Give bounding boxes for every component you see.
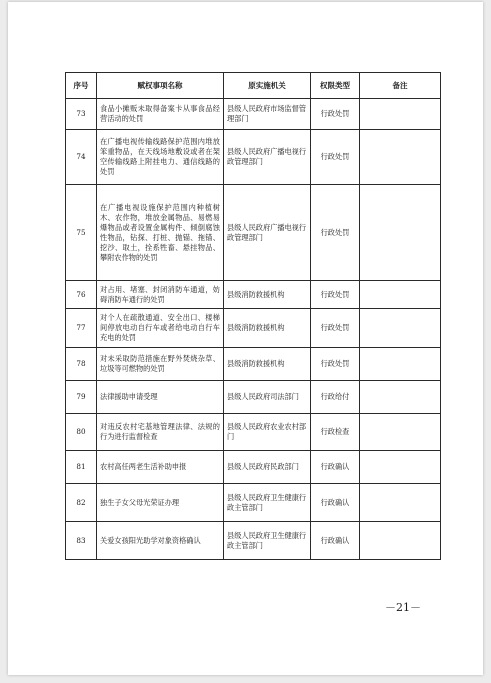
row-item-name: 对未采取防范措施在野外焚烧杂草、垃圾等可燃物的处罚 bbox=[97, 348, 224, 381]
row-type: 行政处罚 bbox=[311, 99, 360, 130]
header-name: 赋权事项名称 bbox=[97, 73, 224, 99]
table-row bbox=[66, 484, 441, 522]
row-org: 县级人民政府农业农村部门 bbox=[224, 414, 311, 451]
row-num: 81 bbox=[66, 451, 97, 484]
row-num: 78 bbox=[66, 348, 97, 381]
row-org: 县级消防救援机构 bbox=[224, 281, 311, 309]
row-note bbox=[360, 522, 441, 560]
row-note bbox=[360, 381, 441, 414]
row-num: 79 bbox=[66, 381, 97, 414]
table-row bbox=[66, 381, 441, 414]
table-row bbox=[66, 281, 441, 309]
row-org: 县级人民政府广播电视行政管理部门 bbox=[224, 130, 311, 185]
row-type: 行政确认 bbox=[311, 484, 360, 522]
row-type: 行政确认 bbox=[311, 451, 360, 484]
row-item-name: 在广播电视传输线路保护范围内堆放笨重物品，在天线场地敷设或者在架空传输线路上附挂电力、通信线路的处罚 bbox=[97, 130, 224, 185]
table-row bbox=[66, 130, 441, 185]
row-num: 82 bbox=[66, 484, 97, 522]
row-item-name: 独生子女父母光荣证办理 bbox=[97, 484, 224, 522]
row-org: 县级人民政府民政部门 bbox=[224, 451, 311, 484]
table-row bbox=[66, 451, 441, 484]
row-item-name: 农村高任两老生活补助申报 bbox=[97, 451, 224, 484]
row-type: 行政处罚 bbox=[311, 281, 360, 309]
row-org: 县级消防救援机构 bbox=[224, 309, 311, 348]
row-type: 行政处罚 bbox=[311, 348, 360, 381]
row-type: 行政处罚 bbox=[311, 130, 360, 185]
row-item-name: 对个人在疏散通道、安全出口、楼梯间停放电动自行车或者给电动自行车充电的处罚 bbox=[97, 309, 224, 348]
row-type: 行政处罚 bbox=[311, 185, 360, 281]
table-row bbox=[66, 414, 441, 451]
row-num: 83 bbox=[66, 522, 97, 560]
row-num: 77 bbox=[66, 309, 97, 348]
row-num: 74 bbox=[66, 130, 97, 185]
table-row bbox=[66, 309, 441, 348]
row-type: 行政确认 bbox=[311, 522, 360, 560]
row-item-name: 对违反农村宅基地管理法律、法规的行为进行监督检查 bbox=[97, 414, 224, 451]
document-page bbox=[8, 2, 483, 675]
row-num: 75 bbox=[66, 185, 97, 281]
row-num: 76 bbox=[66, 281, 97, 309]
header-type: 权限类型 bbox=[311, 73, 360, 99]
page-number: －21－ bbox=[385, 601, 421, 614]
row-org: 县级人民政府司法部门 bbox=[224, 381, 311, 414]
row-type: 行政处罚 bbox=[311, 309, 360, 348]
row-item-name: 食品小摊贩未取得备案卡从事食品经营活动的处罚 bbox=[97, 99, 224, 130]
row-item-name: 对占用、堵塞、封闭消防车通道，妨碍消防车通行的处罚 bbox=[97, 281, 224, 309]
row-note bbox=[360, 130, 441, 185]
table-row bbox=[66, 348, 441, 381]
table-header-row bbox=[66, 73, 441, 99]
header-num: 序号 bbox=[66, 73, 97, 99]
row-type: 行政检查 bbox=[311, 414, 360, 451]
row-type: 行政给付 bbox=[311, 381, 360, 414]
row-note bbox=[360, 309, 441, 348]
row-note bbox=[360, 484, 441, 522]
row-org: 县级人民政府广播电视行政管理部门 bbox=[224, 185, 311, 281]
authority-table bbox=[65, 72, 441, 560]
row-org: 县级消防救援机构 bbox=[224, 348, 311, 381]
row-note bbox=[360, 99, 441, 130]
row-note bbox=[360, 414, 441, 451]
table-row bbox=[66, 185, 441, 281]
row-note bbox=[360, 451, 441, 484]
header-org: 原实施机关 bbox=[224, 73, 311, 99]
row-num: 73 bbox=[66, 99, 97, 130]
row-item-name: 法律援助申请受理 bbox=[97, 381, 224, 414]
row-num: 80 bbox=[66, 414, 97, 451]
row-note bbox=[360, 348, 441, 381]
row-item-name: 关爱女孩阳光助学对象资格确认 bbox=[97, 522, 224, 560]
row-org: 县级人民政府市场监督管理部门 bbox=[224, 99, 311, 130]
row-note bbox=[360, 281, 441, 309]
table-row bbox=[66, 522, 441, 560]
row-note bbox=[360, 185, 441, 281]
table-row bbox=[66, 99, 441, 130]
header-note: 备注 bbox=[360, 73, 441, 99]
row-org: 县级人民政府卫生健康行政主管部门 bbox=[224, 522, 311, 560]
row-item-name: 在广播电视设施保护范围内种植树木、农作物，堆放金属物品、易燃易爆物品或者设置金属构件、倾倒腐蚀性物品，钻探、打桩、抛锚、拖锚、挖沙、取土，拴系牲畜、悬挂物品、攀附农作物的处罚 bbox=[97, 185, 224, 281]
row-org: 县级人民政府卫生健康行政主管部门 bbox=[224, 484, 311, 522]
